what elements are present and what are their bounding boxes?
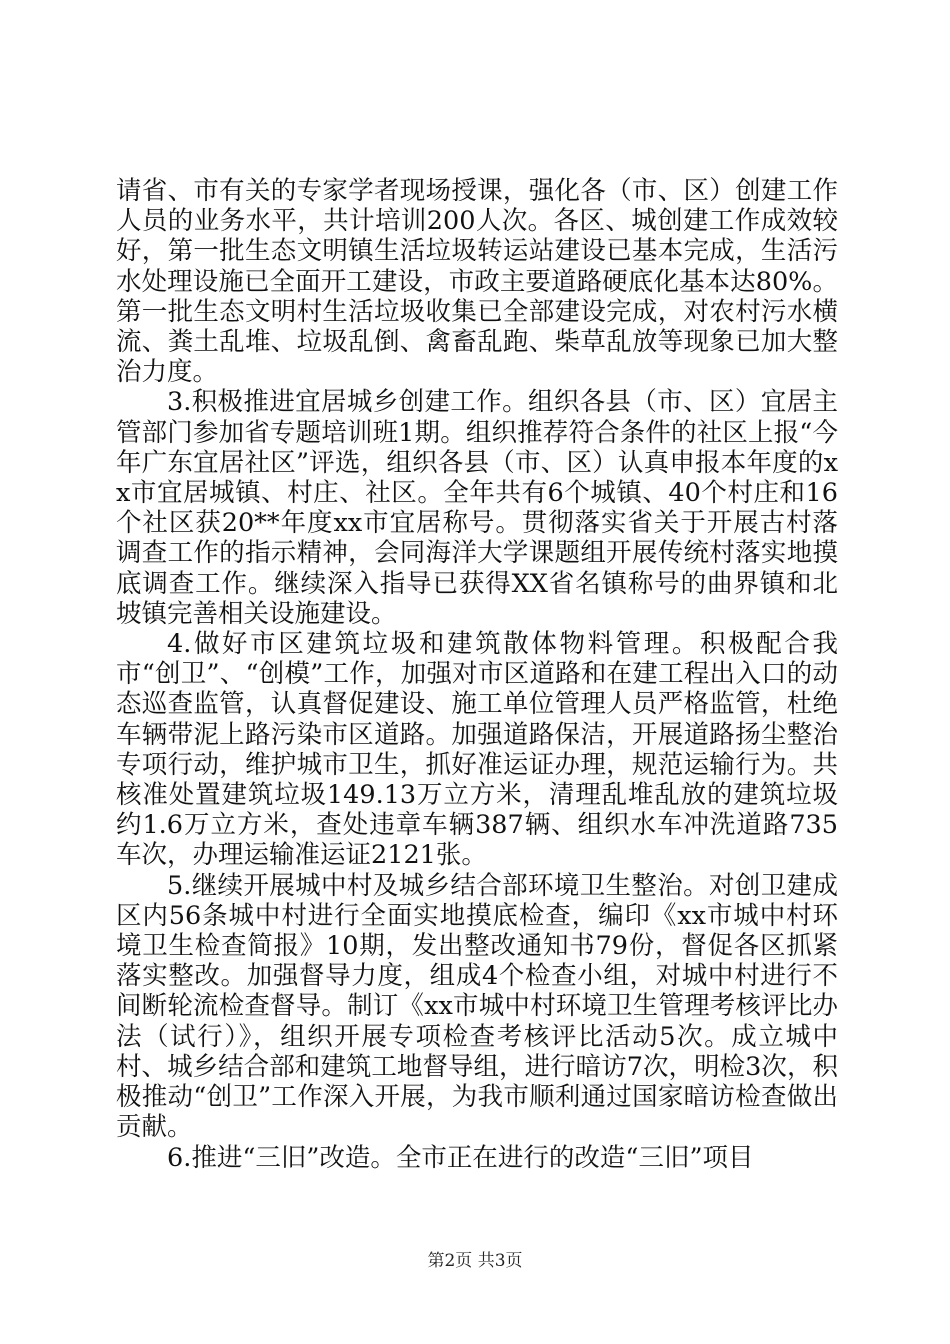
paragraph-item-4: 4.做好市区建筑垃圾和建筑散体物料管理。积极配合我市“创卫”、“创模”工作，加强对市区道路和在建工程出入口的动态巡查监管，认真督促建设、施工单位管理人员严格监管，杜绝车辆带泥上路污染市区道路。加强道路保洁，开展道路扬尘整治专项行动，维护城市卫生，抓好准运证办理，规范运输行为。共核准处置建筑垃圾149.13万立方米，清理乱堆乱放的建筑垃圾约1.6万立方米，查处违章车辆387辆、组织水车冲洗道路735车次，办理运输准运证2121张。 <box>116 629 838 871</box>
paragraph-item-6: 6.推进“三旧”改造。全市正在进行的改造“三旧”项目 <box>167 1142 754 1173</box>
paragraph-item-5: 5.继续开展城中村及城乡结合部环境卫生整治。对创卫建成区内56条城中村进行全面实地摸底检查，编印《xx市城中村环境卫生检查简报》10期，发出整改通知书79份，督促各区抓紧落实整改。加强督导力度，组成4个检查小组，对城中村进行不间断轮流检查督导。制订《xx市城中村环境卫生管理考核评比办法（试行）》，组织开展专项检查考核评比活动5次。成立城中村、城乡结合部和建筑工地督导组，进行暗访7次，明检3次，积极推动“创卫”工作深入开展，为我市顺利通过国家暗访检查做出贡献。 <box>116 870 838 1143</box>
page-number-footer: 第2页 共3页 <box>427 1251 523 1271</box>
document-body <box>116 176 838 1173</box>
paragraph-continuation: 请省、市有关的专家学者现场授课，强化各（市、区）创建工作人员的业务水平，共计培训200人次。各区、城创建工作成效较好，第一批生态文明镇生活垃圾转运站建设已基本完成，生活污水处理设施已全面开工建设，市政主要道路硬底化基本达80%。第一批生态文明村生活垃圾收集已全部建设完成，对农村污水横流、粪土乱堆、垃圾乱倒、禽畜乱跑、柴草乱放等现象已加大整治力度。 <box>116 176 838 388</box>
paragraph-item-3: 3.积极推进宜居城乡创建工作。组织各县（市、区）宜居主管部门参加省专题培训班1期。组织推荐符合条件的社区上报“今年广东宜居社区”评选，组织各县（市、区）认真申报本年度的xx市宜居城镇、村庄、社区。全年共有6个城镇、40个村庄和16个社区获20**年度xx市宜居称号。贯彻落实省关于开展古村落调查工作的指示精神，会同海洋大学课题组开展传统村落实地摸底调查工作。继续深入指导已获得XX省名镇称号的曲界镇和北坡镇完善相关设施建设。 <box>116 387 838 629</box>
